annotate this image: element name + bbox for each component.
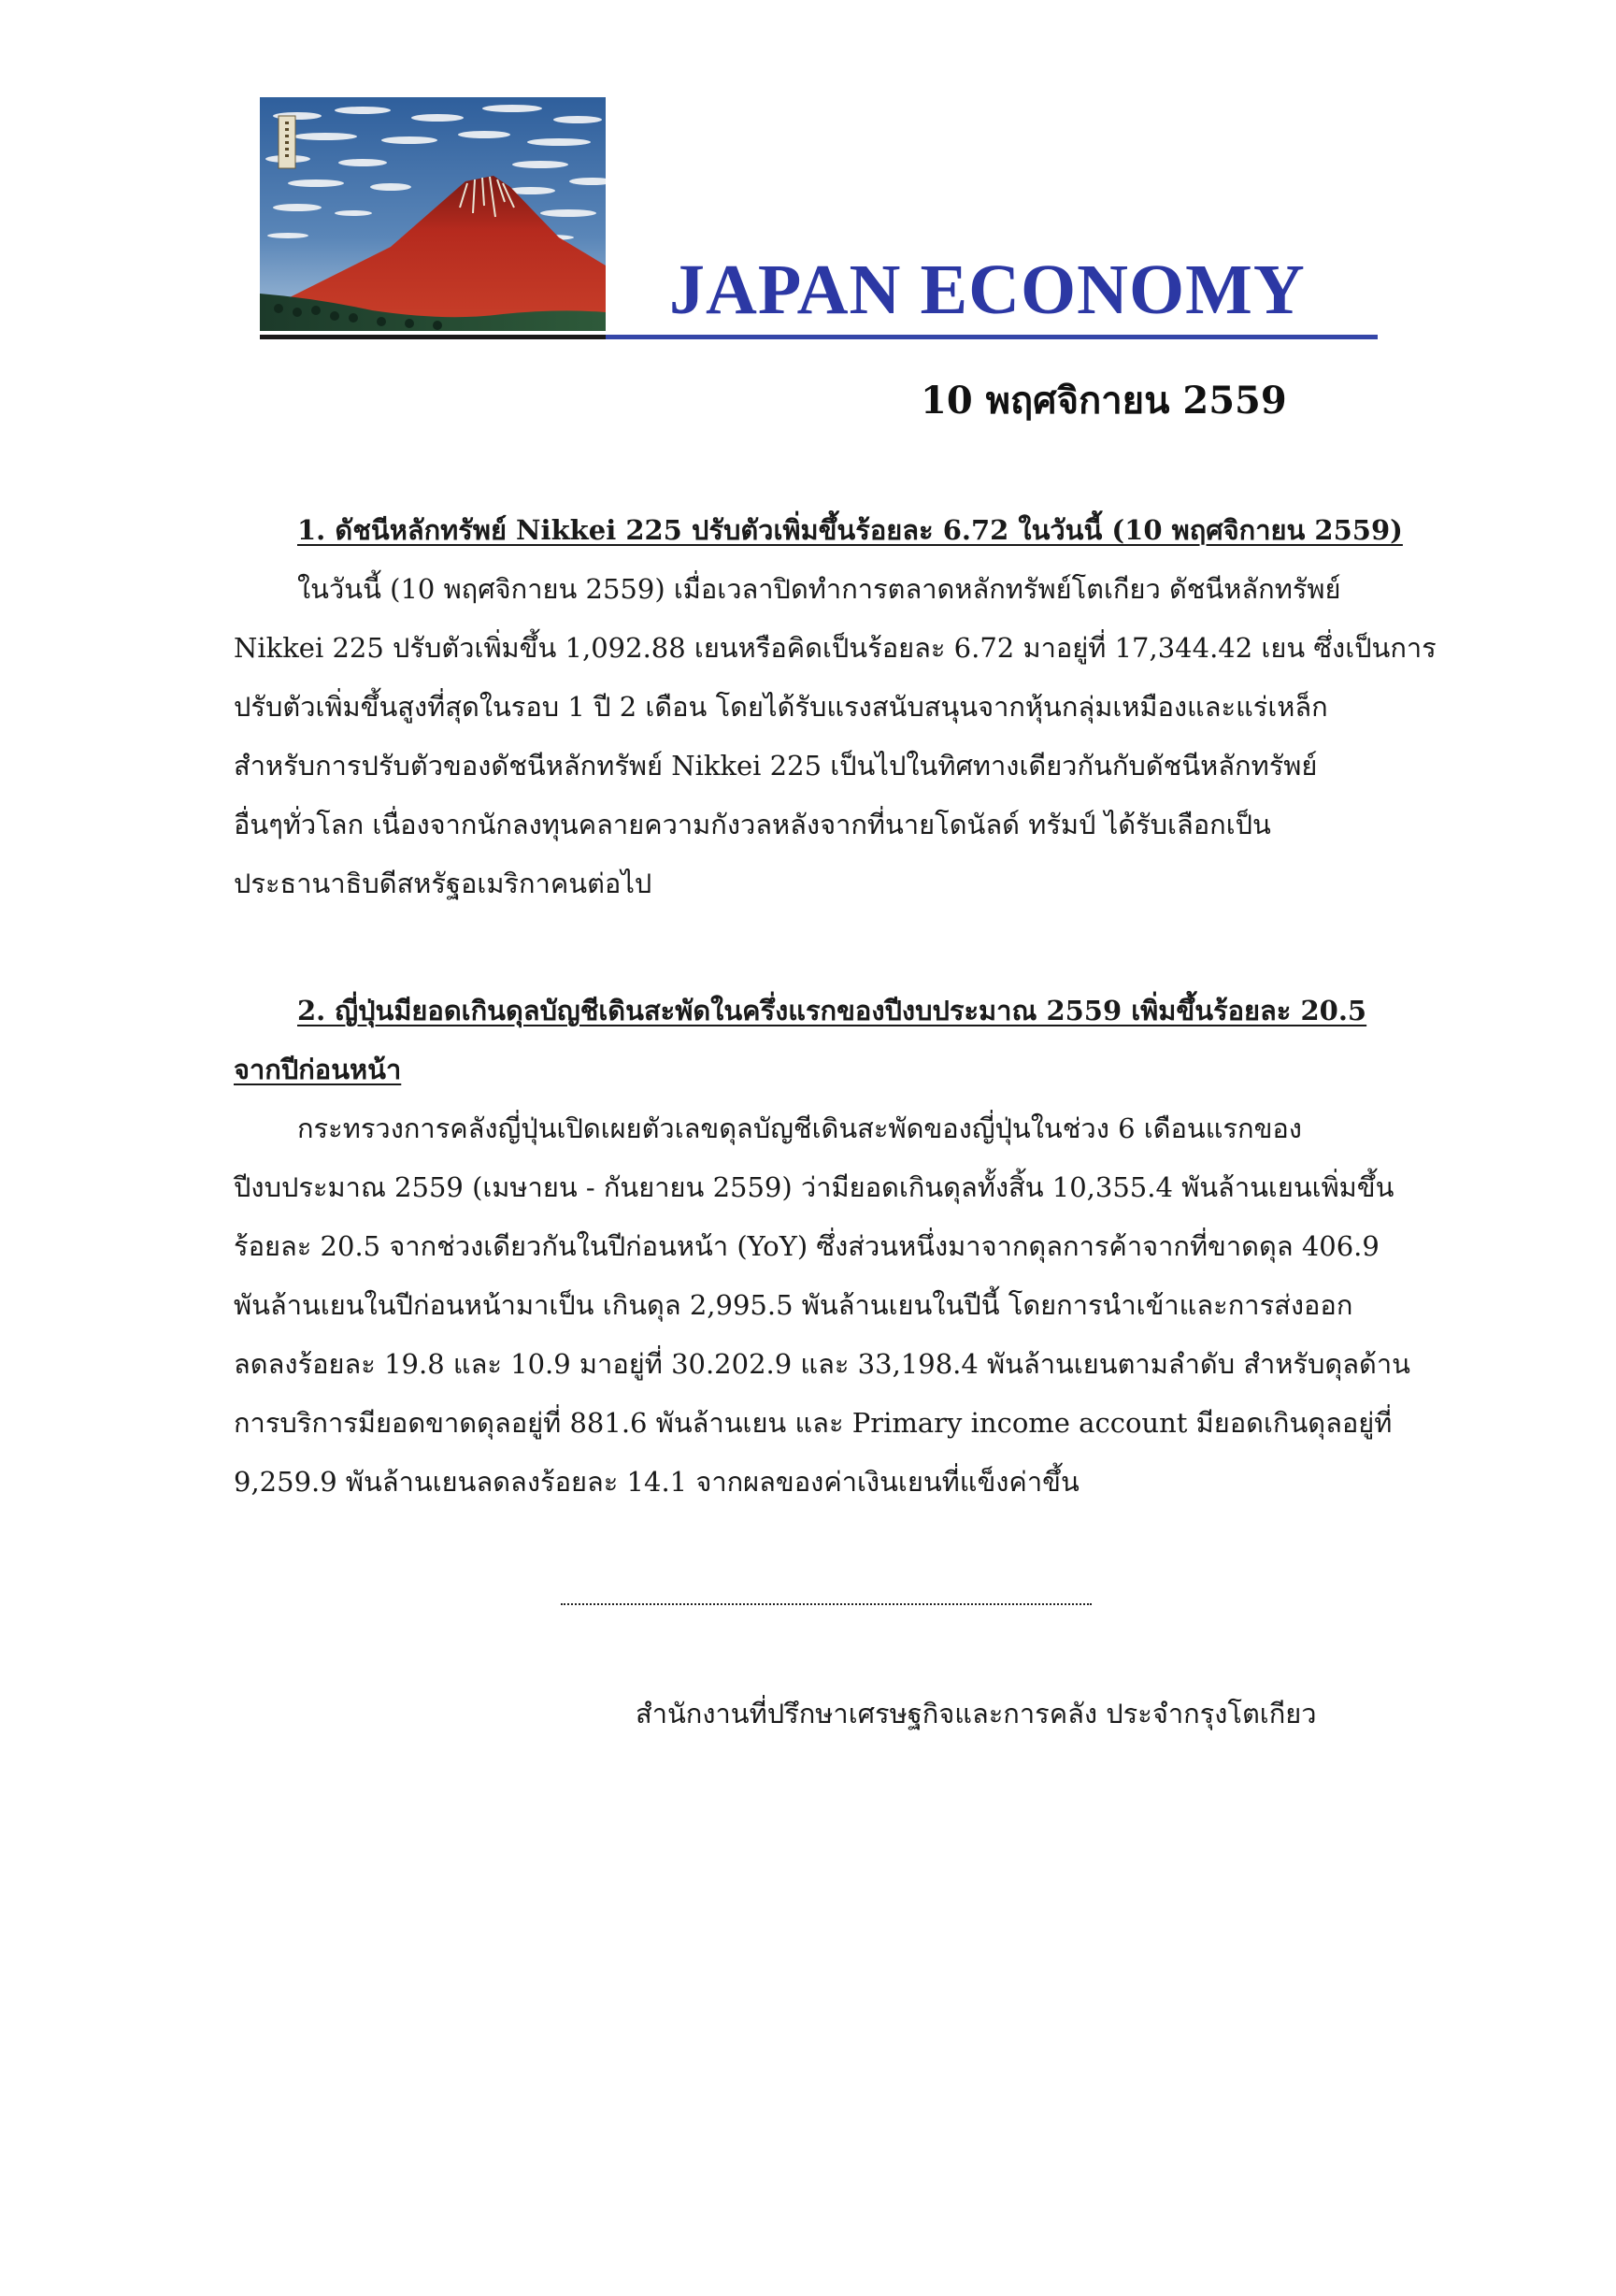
body-line: ในวันนี้ (10 พฤศจิกายน 2559) เมื่อเวลาปิดทำการตลาดหลักทรัพย์โตเกียว ดัชนีหลักทรัพย์ [297, 573, 1341, 605]
masthead-block [260, 97, 1378, 344]
headline-line: 1. ดัชนีหลักทรัพย์ Nikkei 225 ปรับตัวเพิ่มขึ้นร้อยละ 6.72 ในวันนี้ (10 พฤศจิกายน 2559) [297, 514, 1403, 546]
article-nikkei [234, 501, 1437, 913]
article-current-account [234, 982, 1410, 1512]
body-line: กระทรวงการคลังญี่ปุ่นเปิดเผยตัวเลขดุลบัญชีเดินสะพัดของญี่ปุ่นในช่วง 6 เดือนแรกของ [297, 1112, 1302, 1144]
body-line: การบริการมียอดขาดดุลอยู่ที่ 881.6 พันล้านเยน และ Primary income account มียอดเกินดุลอยู่ที่ [234, 1407, 1393, 1439]
article-headline [234, 982, 1374, 1099]
article-body [234, 1099, 1410, 1512]
body-line: ลดลงร้อยละ 19.8 และ 10.9 มาอยู่ที่ 30.202.9 และ 33,198.4 พันล้านเยนตามลำดับ สำหรับดุลด้าน [234, 1348, 1410, 1380]
red-fuji-painting [260, 97, 606, 331]
body-line: 9,259.9 พันล้านเยนลดลงร้อยละ 14.1 จากผลของค่าเงินเยนที่แข็งค่าขึ้น [234, 1466, 1080, 1498]
masthead-title: JAPAN ECONOMY [669, 251, 1306, 329]
body-line: ประธานาธิบดีสหรัฐอเมริกาคนต่อไป [234, 868, 652, 899]
body-line: Nikkei 225 ปรับตัวเพิ่มขึ้น 1,092.88 เยนหรือคิดเป็นร้อยละ 6.72 มาอยู่ที่ 17,344.42 เยน ซึ่งเป็นการ [234, 632, 1437, 664]
header-rule-under-image [260, 335, 606, 339]
headline-line: จากปีก่อนหน้า [234, 1054, 402, 1085]
body-line: ปรับตัวเพิ่มขึ้นสูงที่สุดในรอบ 1 ปี 2 เดือน โดยได้รับแรงสนับสนุนจากหุ้นกลุ่มเหมืองและแร่เหล็ก [234, 691, 1328, 723]
footer-separator [561, 1603, 1092, 1605]
body-line: ร้อยละ 20.5 จากช่วงเดียวกันในปีก่อนหน้า (YoY) ซึ่งส่วนหนึ่งมาจากดุลการค้าจากที่ขาดดุล 406.9 [234, 1230, 1380, 1262]
headline-line: 2. ญี่ปุ่นมียอดเกินดุลบัญชีเดินสะพัดในครึ่งแรกของปีงบประมาณ 2559 เพิ่มขึ้นร้อยละ 20.5 [297, 995, 1367, 1026]
body-line: อื่นๆทั่วโลก เนื่องจากนักลงทุนคลายความกังวลหลังจากที่นายโดนัลด์ ทรัมป์ ได้รับเลือกเป็น [234, 809, 1271, 840]
article-headline [234, 501, 1403, 560]
office-signature: สำนักงานที่ปรึกษาเศรษฐกิจและการคลัง ประจำกรุงโตเกียว [636, 1698, 1317, 1729]
body-line: พันล้านเยนในปีก่อนหน้ามาเป็น เกินดุล 2,995.5 พันล้านเยนในปีนี้ โดยการนำเข้าและการส่งออก [234, 1289, 1353, 1321]
body-line: ปีงบประมาณ 2559 (เมษายน - กันยายน 2559) ว่ามียอดเกินดุลทั้งสิ้น 10,355.4 พันล้านเยนเพิ่มขึ้น [234, 1171, 1394, 1203]
body-line: สำหรับการปรับตัวของดัชนีหลักทรัพย์ Nikkei 225 เป็นไปในทิศทางเดียวกันกับดัชนีหลักทรัพย์ [234, 750, 1318, 782]
article-body [234, 560, 1437, 913]
issue-date: 10 พฤศจิกายน 2559 [921, 379, 1287, 423]
